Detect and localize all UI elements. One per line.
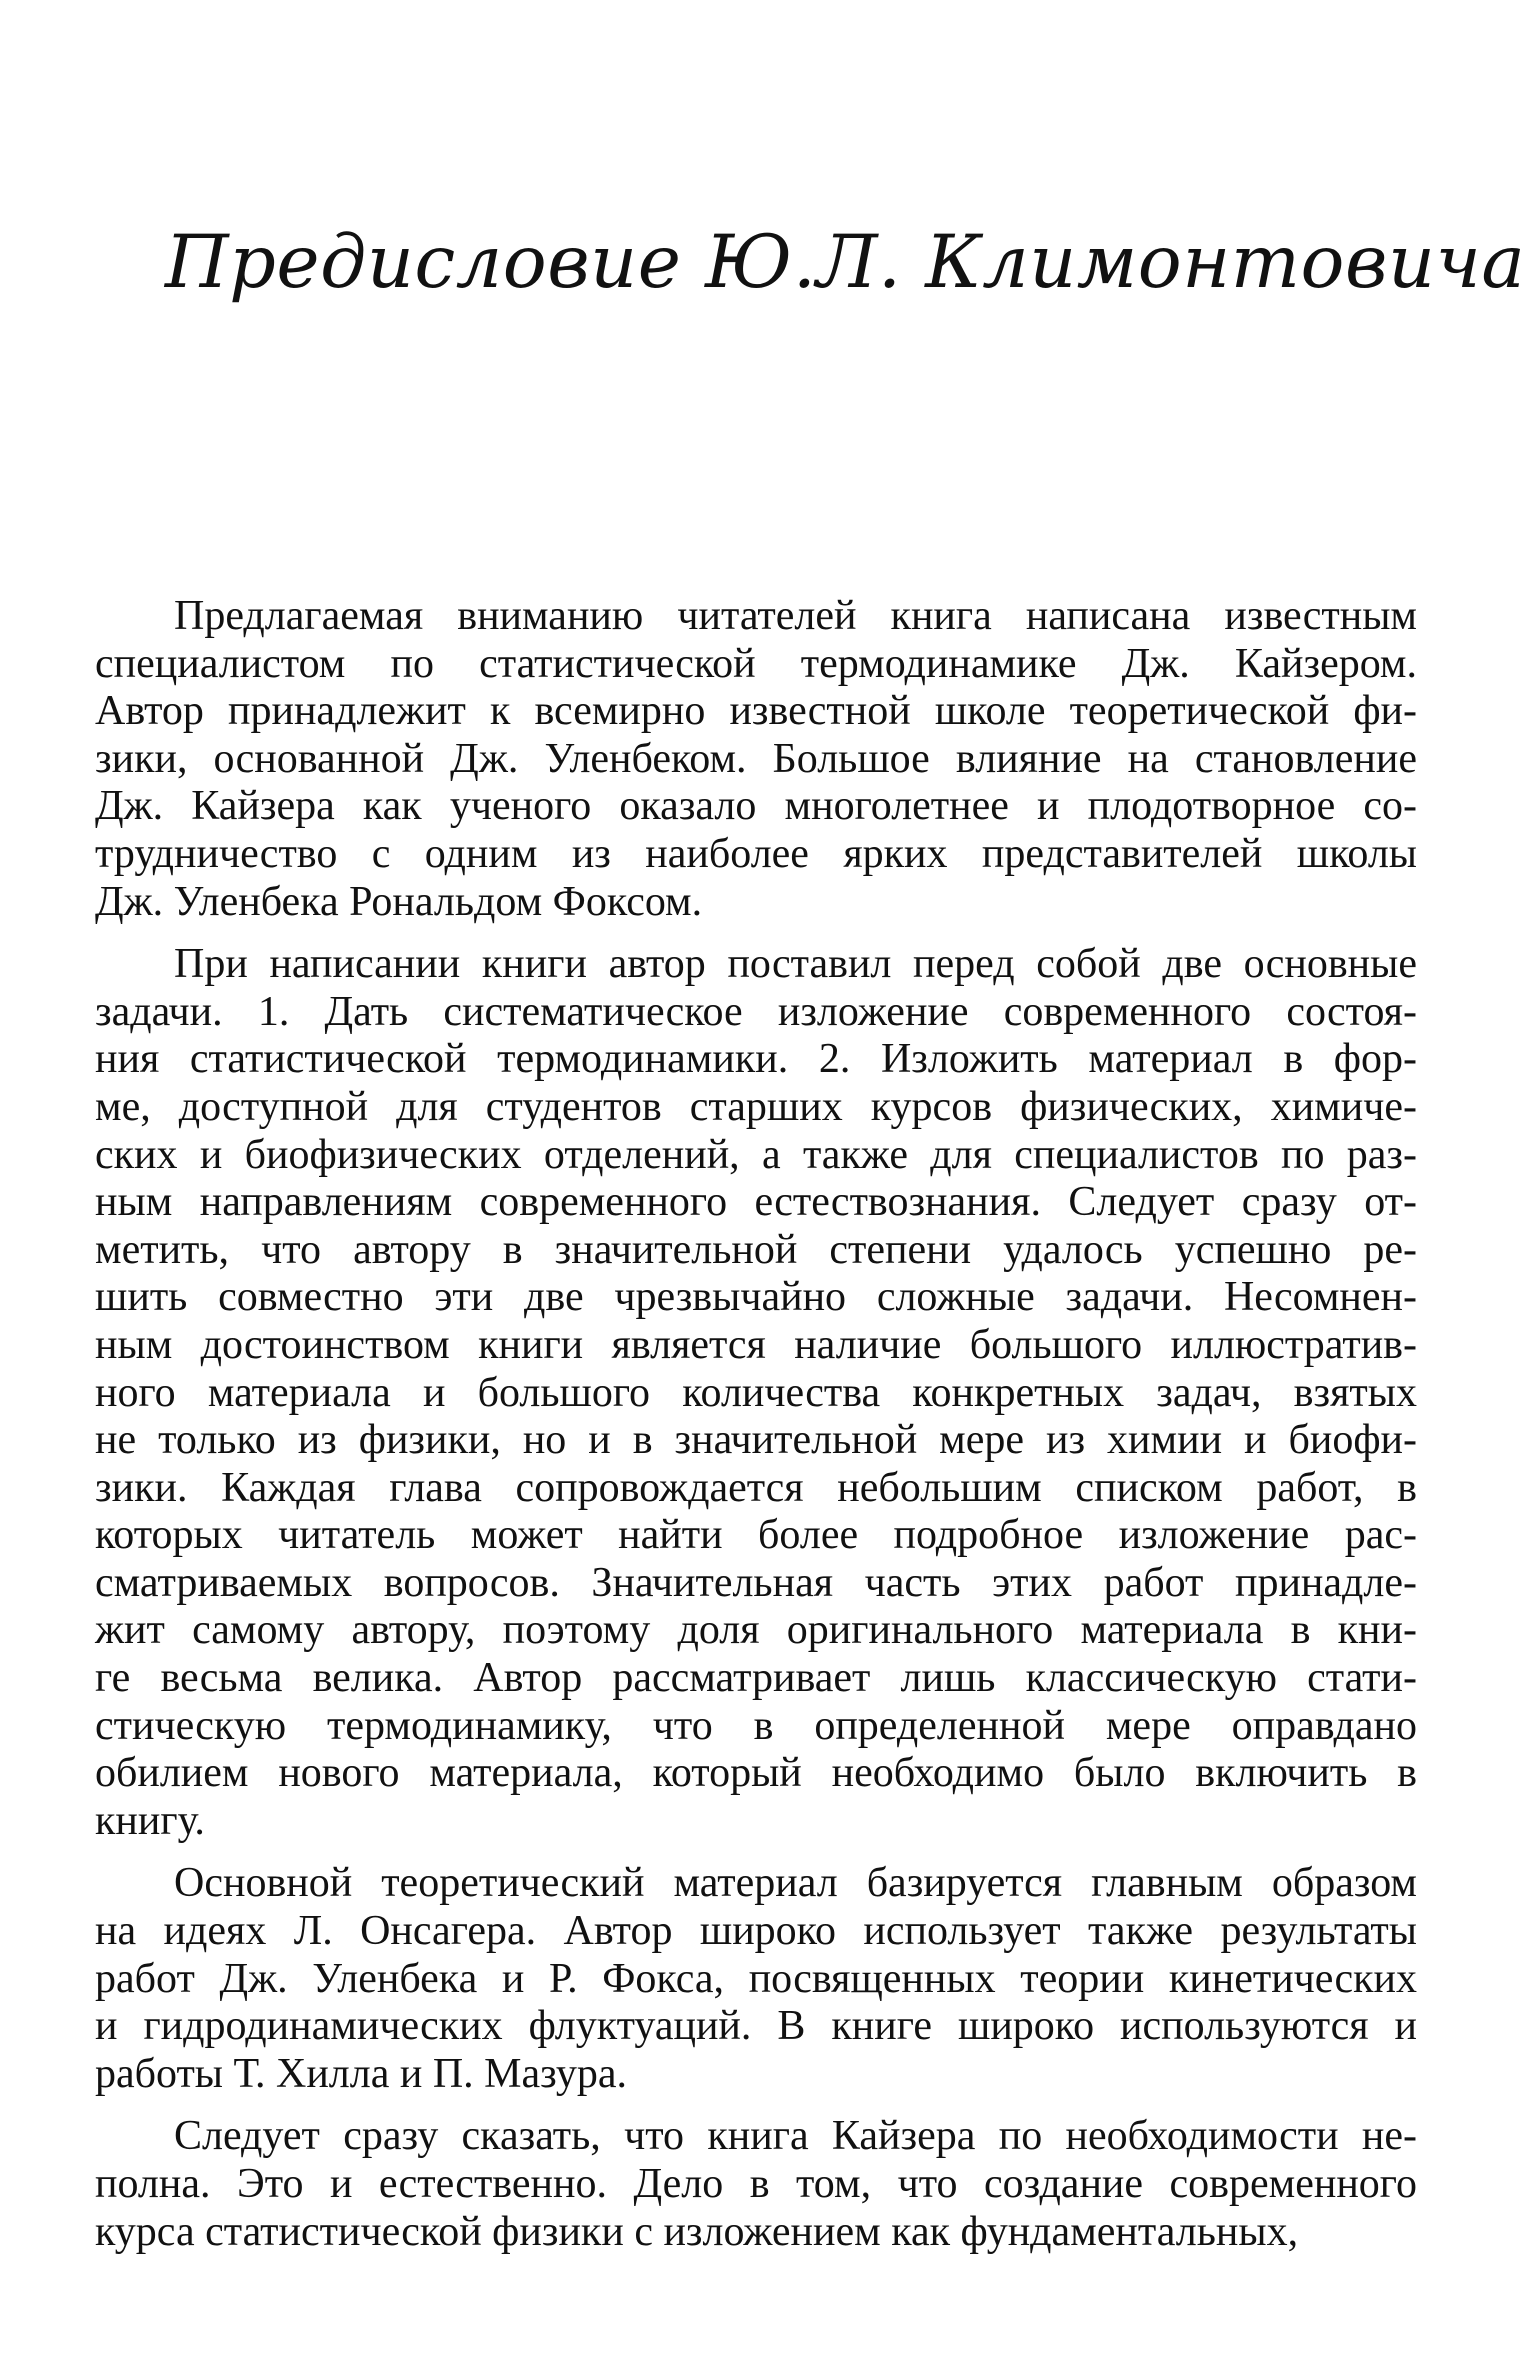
- text-line: не только из физики, но и в значительной мере из химии и биофи-: [95, 1417, 1417, 1464]
- body-text: [95, 593, 1417, 2271]
- text-line: специалистом по статистической термодинамике Дж. Кайзером.: [95, 640, 1417, 687]
- text-line: Следует сразу сказать, что книга Кайзера по необходимости не-: [174, 2113, 1417, 2160]
- text-line: зики. Каждая глава сопровождается небольшим списком работ, в: [95, 1464, 1417, 1511]
- text-line: При написании книги автор поставил перед собой две основные: [174, 941, 1417, 988]
- text-line: обилием нового материала, который необходимо было включить в: [95, 1750, 1417, 1797]
- text-line: и гидродинамических флуктуаций. В книге широко используются и: [95, 2003, 1417, 2050]
- text-line: стическую термодинамику, что в определенной мере оправдано: [95, 1702, 1417, 1749]
- text-line: ным направлениям современного естествознания. Следует сразу от-: [95, 1179, 1417, 1226]
- text-line: Дж. Кайзера как ученого оказало многолетнее и плодотворное со-: [95, 783, 1417, 830]
- text-line: шить совместно эти две чрезвычайно сложные задачи. Несомнен-: [95, 1274, 1417, 1321]
- text-line: Предлагаемая вниманию читателей книга написана известным: [174, 593, 1417, 639]
- text-line: метить, что автору в значительной степени удалось успешно ре-: [95, 1226, 1417, 1273]
- text-line: Основной теоретический материал базируется главным образом: [174, 1860, 1417, 1907]
- text-line: задачи. 1. Дать систематическое изложение современного состоя-: [95, 988, 1417, 1035]
- text-line: книгу.: [95, 1797, 205, 1844]
- page-title: Предисловие Ю.Л. Климонтовича: [165, 220, 1525, 305]
- text-line: ного материала и большого количества конкретных задач, взятых: [95, 1369, 1417, 1416]
- text-line: работы Т. Хилла и П. Мазура.: [95, 2050, 627, 2097]
- text-line: ния статистической термодинамики. 2. Изложить материал в фор-: [95, 1036, 1417, 1083]
- text-line: работ Дж. Уленбека и Р. Фокса, посвященных теории кинетических: [95, 1955, 1417, 2002]
- text-line: которых читатель может найти более подробное изложение рас-: [95, 1512, 1417, 1559]
- text-line: курса статистической физики с изложением как фундаментальных,: [95, 2208, 1299, 2255]
- paragraph: [95, 2113, 1417, 2256]
- text-line: ских и биофизических отделений, а также для специалистов по раз-: [95, 1131, 1417, 1178]
- text-line: ге весьма велика. Автор рассматривает лишь классическую стати-: [95, 1655, 1417, 1702]
- text-line: полна. Это и естественно. Дело в том, что создание современного: [95, 2161, 1417, 2207]
- paragraph: [95, 1860, 1417, 2098]
- text-line: на идеях Л. Онсагера. Автор широко использует также результаты: [95, 1908, 1417, 1955]
- text-line: Дж. Уленбека Рональдом Фоксом.: [95, 878, 703, 925]
- paragraph: [95, 593, 1417, 926]
- text-line: трудничество с одним из наиболее ярких представителей школы: [95, 830, 1417, 877]
- text-line: зики, основанной Дж. Уленбеком. Большое влияние на становление: [95, 735, 1417, 782]
- text-line: ме, доступной для студентов старших курсов физических, химиче-: [95, 1083, 1417, 1130]
- text-line: сматриваемых вопросов. Значительная часть этих работ принадле-: [95, 1559, 1417, 1606]
- text-line: ным достоинством книги является наличие большого иллюстратив-: [95, 1321, 1417, 1368]
- text-line: Автор принадлежит к всемирно известной школе теоретической фи-: [95, 688, 1417, 735]
- text-line: жит самому автору, поэтому доля оригинального материала в кни-: [95, 1607, 1417, 1654]
- paragraph: [95, 941, 1417, 1845]
